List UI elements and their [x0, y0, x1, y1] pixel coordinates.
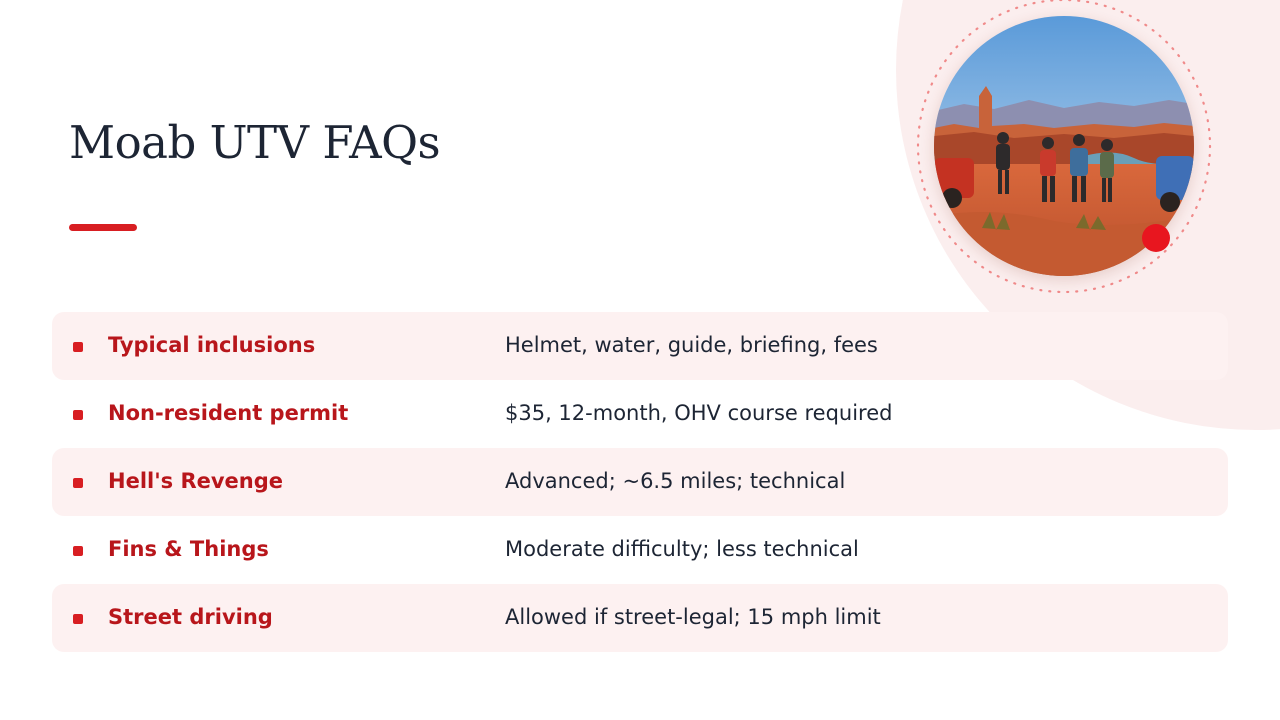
faq-label: Street driving: [108, 605, 273, 629]
faq-value: Allowed if street-legal; 15 mph limit: [505, 605, 881, 629]
faq-label: Hell's Revenge: [108, 469, 284, 493]
photo-frame: [912, 0, 1216, 304]
faq-row: [52, 448, 1228, 516]
bullet-icon: [73, 478, 83, 488]
faq-value: Advanced; ~6.5 miles; technical: [505, 469, 846, 493]
faq-value: Moderate difficulty; less technical: [505, 537, 859, 561]
faq-row: [52, 380, 1228, 448]
title-underline: [69, 224, 137, 231]
bullet-icon: [73, 342, 83, 352]
faq-label: Typical inclusions: [108, 333, 316, 357]
slide-title: Moab UTV FAQs: [69, 116, 441, 169]
faq-label: Fins & Things: [108, 537, 269, 561]
faq-value: $35, 12-month, OHV course required: [505, 401, 893, 425]
faq-table: [52, 312, 1228, 652]
faq-row: [52, 584, 1228, 652]
accent-dot: [1142, 224, 1170, 252]
faq-row: [52, 516, 1228, 584]
bullet-icon: [73, 410, 83, 420]
faq-label: Non-resident permit: [108, 401, 349, 425]
bullet-icon: [73, 546, 83, 556]
faq-value: Helmet, water, guide, briefing, fees: [505, 333, 878, 357]
bullet-icon: [73, 614, 83, 624]
faq-row: [52, 312, 1228, 380]
